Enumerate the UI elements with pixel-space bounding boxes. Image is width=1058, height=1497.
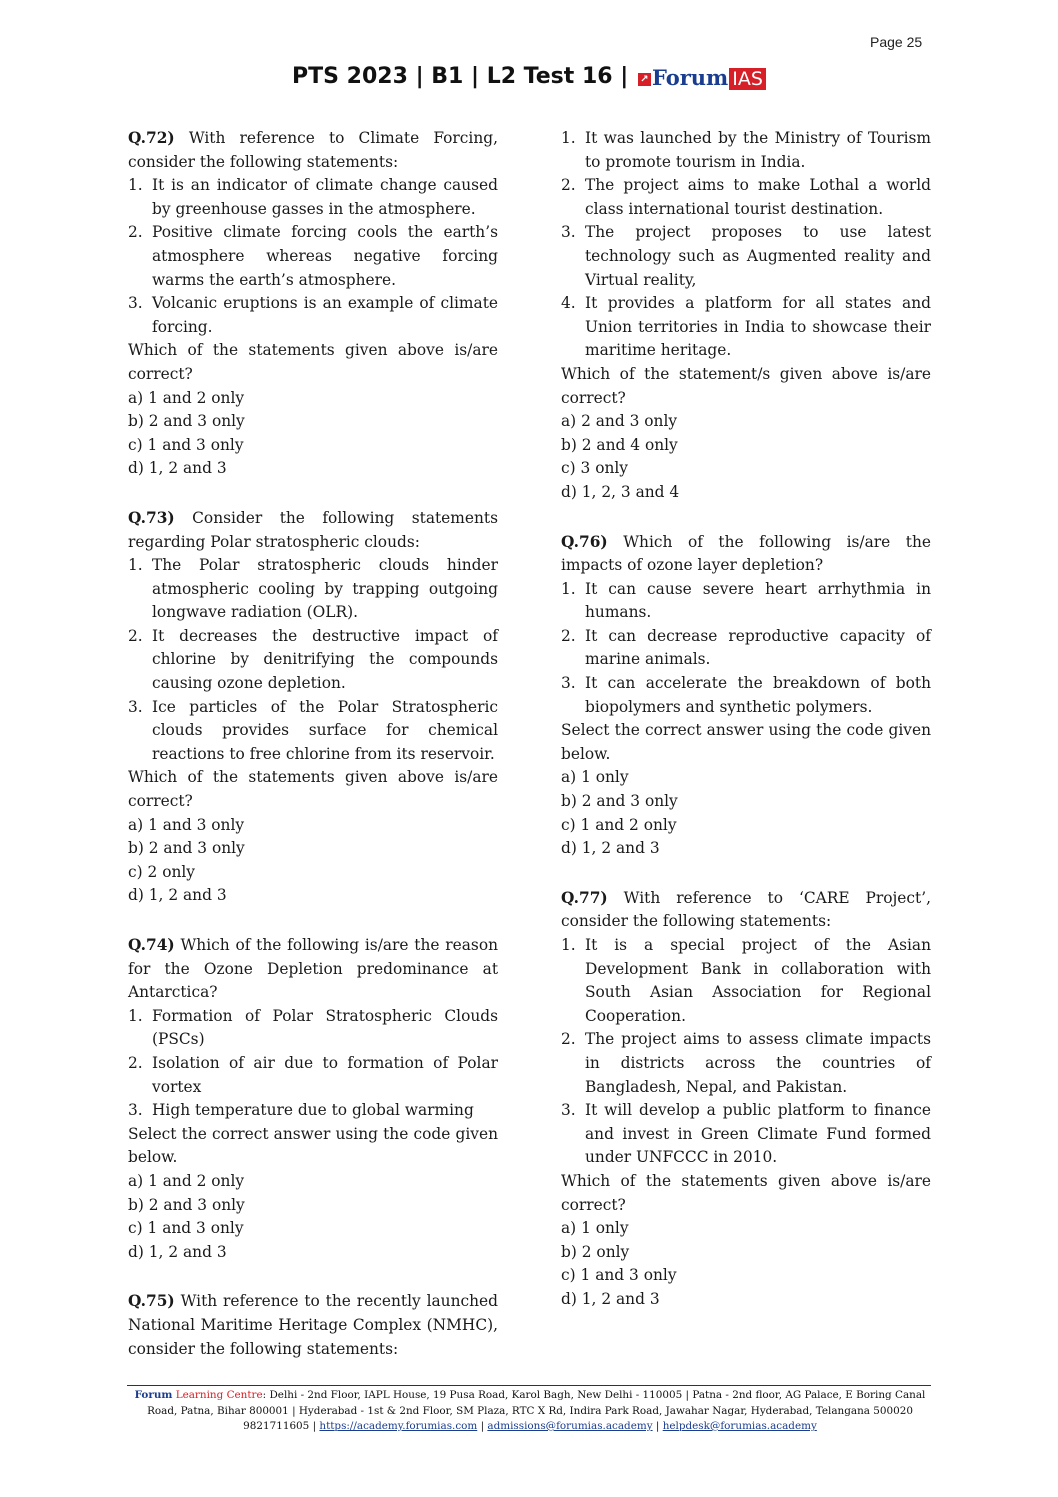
- statement-item: 1. It can cause severe heart arrhythmia in humans.: [561, 579, 931, 622]
- answer-option: a) 1 and 2 only: [128, 1171, 245, 1190]
- statement-item: 2. The project aims to assess climate impacts in districts across the countries of Bangladesh, Nepal, and Pakistan.: [561, 1030, 931, 1096]
- answer-option: a) 1 and 3 only: [128, 815, 245, 834]
- answer-option: c) 3 only: [561, 459, 628, 478]
- answer-option: c) 1 and 3 only: [128, 1219, 244, 1238]
- answer-option: c) 1 and 2 only: [561, 815, 677, 834]
- admissions-email-link[interactable]: admissions@forumias.academy: [487, 1420, 653, 1432]
- question-stem: Q.73) Consider the following statements regarding Polar stratospheric clouds:: [128, 508, 498, 551]
- statement-item: 3. Ice particles of the Polar Stratospheric clouds provides surface for chemical reactions to free chlorine from its reservoir.: [128, 697, 498, 763]
- answer-option: d) 1, 2 and 3: [561, 839, 660, 858]
- statement-list: [561, 127, 931, 363]
- answer-option: b) 2 and 3 only: [128, 839, 245, 858]
- answer-option: b) 2 and 3 only: [128, 412, 245, 431]
- statement-item: 3. Volcanic eruptions is an example of climate forcing.: [128, 294, 498, 336]
- answer-option: c) 1 and 3 only: [561, 1266, 677, 1285]
- question-74: [128, 934, 498, 1264]
- answer-option: d) 1, 2 and 3: [128, 886, 227, 905]
- answer-option: d) 1, 2 and 3: [128, 459, 227, 478]
- statement-list: [128, 554, 498, 766]
- answer-option: d) 1, 2 and 3: [561, 1289, 660, 1308]
- answer-option: a) 1 and 2 only: [128, 388, 245, 407]
- question-prompt: Which of the statements given above is/are correct?: [128, 768, 498, 811]
- statement-list: [561, 578, 931, 720]
- logo-ias-text: IAS: [729, 68, 766, 90]
- statement-item: 4. It provides a platform for all states and Union territories in India to showcase their maritime heritage.: [561, 294, 931, 360]
- statement-item: 1. The Polar stratospheric clouds hinder atmospheric cooling by trapping outgoing longwave radiation (OLR).: [128, 556, 498, 622]
- statement-item: 3. It will develop a public platform to finance and invest in Green Climate Fund formed under UNFCCC in 2010.: [561, 1101, 931, 1167]
- statement-item: 1. It is a special project of the Asian Development Bank in collaboration with South Asian Association for Regional Cooperation.: [561, 936, 931, 1025]
- statement-list: [561, 934, 931, 1170]
- statement-item: 3. It can accelerate the breakdown of both biopolymers and synthetic polymers.: [561, 674, 931, 716]
- statement-item: 3. High temperature due to global warming: [128, 1101, 474, 1120]
- statement-item: 2. It can decrease reproductive capacity of marine animals.: [561, 626, 931, 669]
- left-column: [128, 127, 498, 1361]
- question-prompt: Which of the statement/s given above is/are correct?: [561, 364, 931, 407]
- statement-item: 2. Isolation of air due to formation of Polar vortex: [128, 1053, 498, 1096]
- question-stem: Q.74) Which of the following is/are the reason for the Ozone Depletion predominance at Antarctica?: [128, 936, 498, 1002]
- question-stem: Q.77) With reference to ‘CARE Project’, consider the following statements:: [561, 888, 931, 931]
- website-link[interactable]: https://academy.forumias.com: [319, 1420, 478, 1432]
- statement-list: [128, 1005, 498, 1123]
- footer-address-line: Road, Patna, Bihar 800001 | Hyderabad - 1st & 2nd Floor, SM Plaza, RTC X Rd, Indira Park Road, Jawahar Nagar, Hyderabad, Telangana 500020: [147, 1404, 913, 1417]
- answer-option: c) 2 only: [128, 862, 195, 881]
- answer-option: c) 1 and 3 only: [128, 435, 244, 454]
- answer-option: a) 1 only: [561, 768, 629, 787]
- logo-forum-text: Forum: [651, 65, 729, 90]
- footer-divider: [127, 1385, 931, 1386]
- question-prompt: Which of the statements given above is/are correct?: [128, 341, 498, 383]
- question-prompt: Which of the statements given above is/are correct?: [561, 1171, 931, 1214]
- forumias-logo: [638, 65, 766, 91]
- question-73: [128, 507, 498, 908]
- footer-address-line: Forum Learning Centre: Delhi - 2nd Floor, IAPL House, 19 Pusa Road, Karol Bagh, New Delhi - 110005 | Patna - 2nd floor, AG Palace, E Boring Canal: [134, 1389, 926, 1401]
- statement-item: 1. It was launched by the Ministry of Tourism to promote tourism in India.: [561, 129, 931, 171]
- footer-phone: 9821711605: [243, 1420, 310, 1432]
- arrow-icon: ↗: [638, 73, 651, 86]
- helpdesk-email-link[interactable]: helpdesk@forumias.academy: [662, 1420, 817, 1432]
- question-prompt: Select the correct answer using the code given below.: [128, 1124, 498, 1167]
- page-header: [0, 64, 1058, 91]
- question-number: Q.74): [128, 936, 175, 954]
- answer-option: b) 2 and 3 only: [128, 1195, 245, 1214]
- question-number: Q.76): [561, 532, 608, 551]
- statement-item: 1. Formation of Polar Stratospheric Clouds (PSCs): [128, 1006, 498, 1049]
- page-footer: [110, 1388, 950, 1435]
- right-column: [561, 127, 931, 1312]
- answer-option: a) 2 and 3 only: [561, 412, 678, 431]
- answer-option: a) 1 only: [561, 1219, 629, 1238]
- test-title: PTS 2023 | B1 | L2 Test 16 |: [292, 64, 629, 89]
- question-prompt: Select the correct answer using the code given below.: [561, 721, 931, 763]
- statement-item: 3. The project proposes to use latest technology such as Augmented reality and Virtual reality,: [561, 223, 931, 289]
- answer-option: d) 1, 2 and 3: [128, 1242, 227, 1261]
- answer-option: b) 2 and 4 only: [561, 435, 678, 454]
- statement-item: 2. The project aims to make Lothal a world class international tourist destination.: [561, 176, 931, 218]
- statement-list: [128, 174, 498, 339]
- answer-option: d) 1, 2, 3 and 4: [561, 482, 680, 501]
- question-75-stem: [128, 1290, 498, 1361]
- question-75-continued: [561, 127, 931, 505]
- statement-item: 2. It decreases the destructive impact of chlorine by denitrifying the compounds causing ozone depletion.: [128, 626, 498, 693]
- question-stem: Q.75) With reference to the recently launched National Maritime Heritage Complex (NMHC), consider the following statements:: [128, 1292, 498, 1358]
- question-number: Q.73): [128, 508, 175, 527]
- page-number: Page 25: [870, 34, 923, 50]
- question-number: Q.77): [561, 888, 608, 907]
- statement-item: 2. Positive climate forcing cools the earth’s atmosphere whereas negative forcing warms the earth’s atmosphere.: [128, 223, 498, 289]
- statement-item: 1. It is an indicator of climate change caused by greenhouse gasses in the atmosphere.: [128, 176, 498, 218]
- question-72: [128, 127, 498, 481]
- question-number: Q.72): [128, 129, 175, 147]
- footer-contact-line: 9821711605 | https://academy.forumias.com | admissions@forumias.academy | helpdesk@forumias.academy: [243, 1420, 817, 1432]
- question-76: [561, 531, 931, 861]
- question-number: Q.75): [128, 1292, 175, 1311]
- question-stem: Q.72) With reference to Climate Forcing, consider the following statements:: [128, 129, 498, 171]
- answer-option: b) 2 only: [561, 1242, 630, 1261]
- question-stem: Q.76) Which of the following is/are the impacts of ozone layer depletion?: [561, 532, 931, 575]
- question-77: [561, 887, 931, 1312]
- answer-option: b) 2 and 3 only: [561, 792, 678, 811]
